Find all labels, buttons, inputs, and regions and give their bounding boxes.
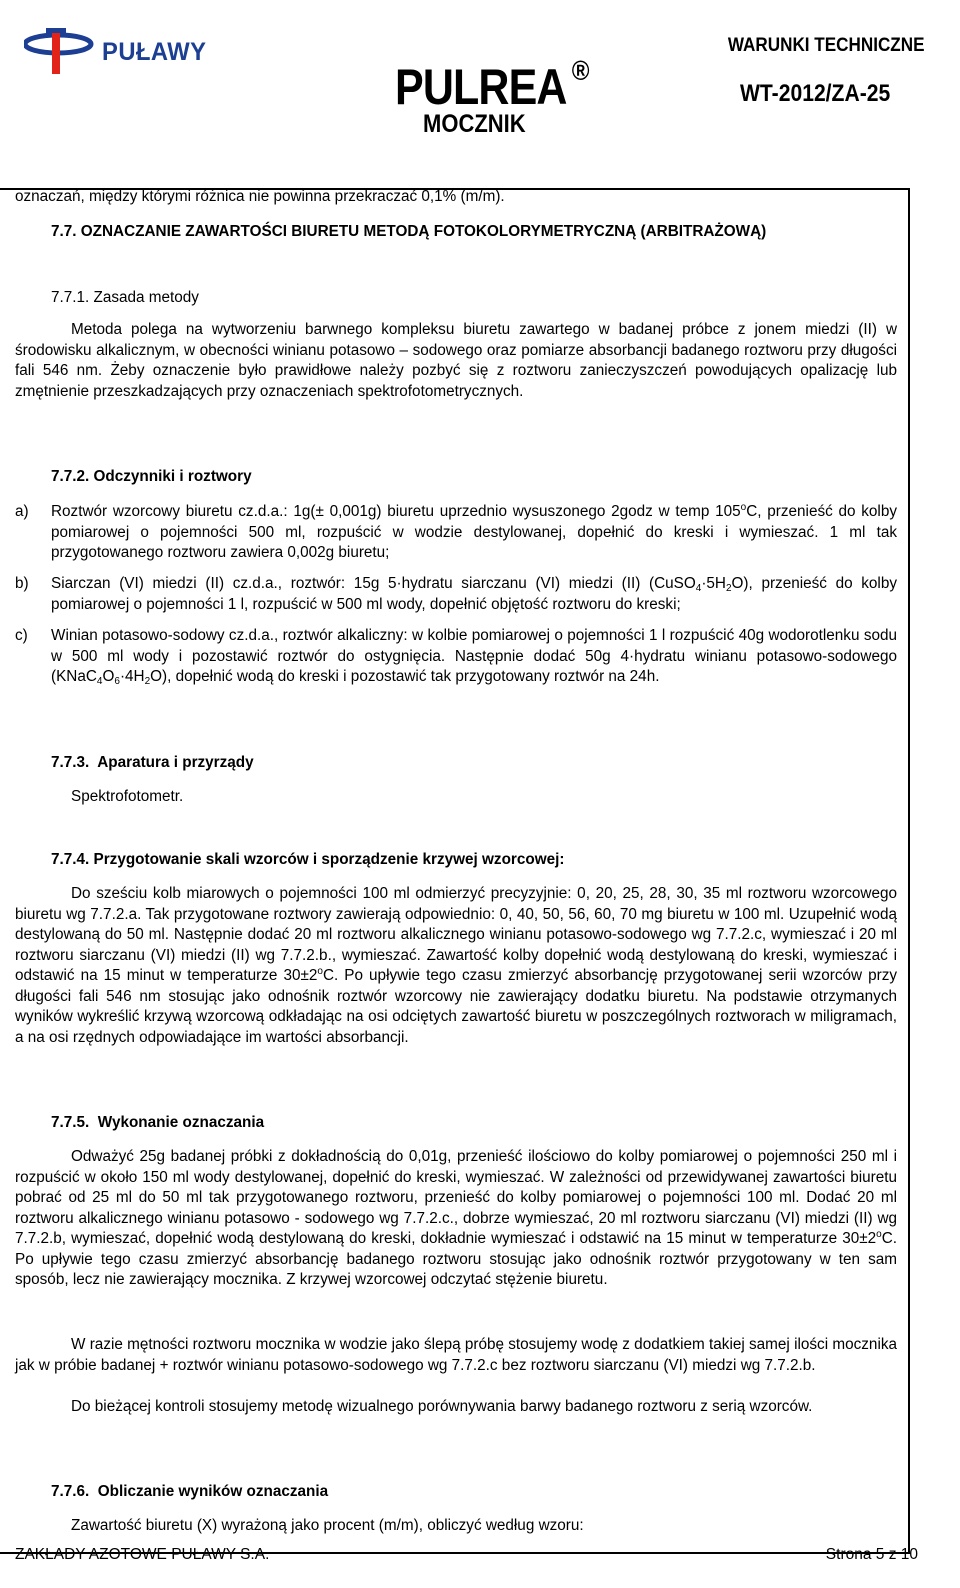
list-text-c-4: O), dopełnić wodą do kreski i pozostawić tak przygotowany roztwór na 24h.	[150, 668, 660, 685]
section-7-7-4-paragraph	[15, 884, 897, 1048]
list-text-b	[51, 574, 897, 615]
brand-name	[395, 55, 589, 116]
list-text-c-3: ·4H	[119, 668, 145, 685]
product-name: MOCZNIK	[423, 110, 526, 138]
logo-text: PUŁAWY	[102, 38, 207, 66]
section-7-7-5-paragraph-3: Do bieżącej kontroli stosujemy metodę wizualnego porównywania barwy badanego roztworu z serią wzorców.	[71, 1398, 813, 1415]
page-header	[0, 0, 960, 180]
degree-sup: o	[876, 1229, 882, 1240]
section-7-7-6-title	[51, 1482, 328, 1503]
section-7-7-1-label: 7.7.1. Zasada metody	[51, 289, 199, 306]
subscript: 4	[96, 676, 103, 687]
list-text-b-1: Siarczan (VI) miedzi (II) cz.d.a., roztwór: 15g 5·hydratu siarczanu (VI) miedzi (II) (CuSO	[51, 575, 696, 592]
document-type: WARUNKI TECHNICZNE	[727, 35, 924, 56]
section-7-7-4-title	[51, 850, 564, 871]
section-7-7-4-text-a: Do sześciu kolb miarowych o pojemności 100 ml odmierzyć precyzyjnie: 0, 20, 25, 28, 30, 35 ml roztworu wzorcowego biuretu wg 7.7.2.a. Tak przygotowane roztwory zawierają odpowiednio: 0, 40, 50, 56, 60, 70 mg biuretu w 100 ml. Uzupełnić wodą destylowaną do 50 ml. Następnie dodać 20 ml roztworu alkalicznego winianu potasowo-sodowego wg 7.7.2.c, wymieszać i 20 ml roztworu siarczanu (VI) miedzi (II) wg 7.7.2.b., wymieszać. Zawartość kolby dopełnić wodą destylowaną do kreski, wymieszać i odstawić na 15 minut w temperaturze 30±2	[15, 885, 897, 984]
section-7-7-5-text-a: Odważyć 25g badanej próbki z dokładnością do 0,01g, przenieść ilościowo do kolby pomiarowej o pojemności 250 ml i rozpuścić w około 150 ml wody destylowanej, dopełnić do kreski, wymieszać. W zależności od przewidywanej zawartości biuretu pobrać od 25 ml do 50 ml tak przygotowanego roztworu, przenieść do kolby pomiarowej o pojemności 100 ml. Dodać 20 ml roztworu alkalicznego winianu potasowo - sodowego wg 7.7.2.c., dobrze wymieszać, 20 ml roztworu siarczanu (VI) miedzi (II) wg 7.7.2.b, wymieszać, dopełnić wodą destylowaną do kreski, dokładnie wymieszać i odstawić na 15 minut w temperaturze 30±2	[15, 1148, 897, 1247]
section-7-7-3-text: Spektrofotometr.	[71, 788, 184, 805]
section-7-7-6-number: 7.7.6.	[51, 1483, 90, 1500]
section-7-7-1-title	[51, 288, 199, 309]
pulawy-logo-icon	[24, 26, 94, 78]
section-7-7-5-paragraph-1	[15, 1147, 897, 1291]
list-text-b-3: O), przenieść do kolby pomiarowej o pojemności 1 l, rozpuścić w 500 ml wody, dopełnić objętość roztworu do kreski;	[51, 575, 897, 613]
list-letter-a: a)	[15, 503, 29, 520]
subscript: 2	[144, 676, 151, 687]
section-7-7-3-number: 7.7.3.	[51, 754, 90, 771]
list-letter-c: c)	[15, 627, 28, 644]
list-text-c	[51, 626, 897, 688]
document-code: WT-2012/ZA-25	[740, 80, 891, 107]
section-7-7-5-label: Wykonanie oznaczania	[97, 1114, 265, 1131]
subscript: 2	[725, 583, 732, 594]
list-text-c-2: O	[102, 668, 115, 685]
intro-text: oznaczań, między którymi różnica nie powinna przekraczać 0,1% (m/m).	[15, 188, 505, 205]
section-7-7-4-label: Przygotowanie skali wzorców i sporządzenie krzywej wzorcowej:	[93, 851, 565, 868]
registered-mark: ®	[571, 55, 589, 87]
degree-sup: o	[317, 966, 323, 977]
list-text-c-1: Winian potasowo-sodowy cz.d.a., roztwór alkaliczny: w kolbie pomiarowej o pojemności 1 l rozpuścić 40g wodorotlenku sodu w 500 ml wody i pozostawić roztwór do ostygnięcia. Następnie dodać 50g 4·hydratu winianu potasowo-sodowego (KNaC	[51, 627, 897, 685]
section-7-7-5-paragraph-2: W razie mętności roztworu mocznika w wodzie jako ślepą próbę stosujemy wodę z dodatkiem takiej samej ilości mocznika jak w próbie badanej + roztwór winianu potasowo-sodowego wg 7.7.2.c bez roztworu siarczanu (VI) miedzi wg 7.7.2.b.	[15, 1336, 897, 1374]
degree-sup: o	[740, 502, 747, 513]
footer-page-number: Strona 5 z 10	[825, 1546, 918, 1563]
brand-text: PULREA	[395, 59, 567, 115]
section-7-7-5-number: 7.7.5.	[51, 1114, 90, 1131]
section-7-7-6-text: Zawartość biuretu (X) wyrażoną jako procent (m/m), obliczyć według wzoru:	[71, 1517, 584, 1534]
list-letter-b: b)	[15, 575, 29, 592]
section-7-7-3-label: Aparatura i przyrządy	[97, 754, 254, 771]
subscript: 4	[695, 583, 702, 594]
section-7-7-5-title	[51, 1113, 264, 1134]
list-text-a-1: Roztwór wzorcowy biuretu cz.d.a.: 1g(± 0,001g) biuretu uprzednio wysuszonego 2godz w temp 105	[51, 503, 741, 520]
list-text-b-2: ·5H	[701, 575, 726, 592]
subscript: 6	[114, 676, 120, 687]
list-text-a-2: C, przenieść do kolby pomiarowej o pojemności 500 ml, rozpuścić w wodzie destylowanej, dopełnić do kreski i wymieszać. 1 ml tak przygotowanego roztworu zawiera 0,002g biuretu;	[51, 503, 897, 561]
section-7-7-title: 7.7. OZNACZANIE ZAWARTOŚCI BIURETU METODĄ FOTOKOLORYMETRYCZNĄ (ARBITRAŻOWĄ)	[51, 223, 767, 240]
section-7-7-4-number: 7.7.4.	[51, 851, 90, 868]
section-7-7-5-text-b: C. Po upływie tego czasu zmierzyć absorbancję badanego roztworu stosując jako odnośnik roztwór przygotowany w ten sam sposób, lecz nie zawierający mocznika. Z krzywej wzorcowej odczytać stężenie biuretu.	[15, 1230, 897, 1288]
footer-company: ZAKŁADY AZOTOWE PUŁAWY S.A.	[15, 1546, 270, 1563]
list-text-a	[51, 502, 897, 564]
section-7-7-2-title: 7.7.2. Odczynniki i roztwory	[51, 468, 252, 485]
section-7-7-6-label: Obliczanie wyników oznaczania	[97, 1483, 329, 1500]
section-7-7-3-title	[51, 753, 254, 774]
section-7-7-1-paragraph: Metoda polega na wytworzeniu barwnego kompleksu biuretu zawartego w badanej próbce z jonem miedzi (II) w środowisku alkalicznym, w obecności winianu potasowo – sodowego oraz pomiarze absorbancji badanego roztworu przy długości fali 546 nm. Żeby oznaczenie było prawidłowe należy pozbyć się z roztworu zanieczyszczeń powodujących opalizację lub zmętnienie przeszkadzających przy oznaczeniach spektrofotometrycznych.	[15, 321, 897, 400]
section-7-7-4-text-b: C. Po upływie tego czasu zmierzyć absorbancję przygotowanej serii wzorców przy długości fali 546 nm stosując jako odnośnik roztwór wzorcowy nie zawierający dodatku biuretu. Na podstawie otrzymanych wyników wykreślić krzywą wzorcową odkładając na osi odciętych zawartość biuretu w poszczególnych roztworach w miligramach, a na osi rzędnych odpowiadające im wartości absorbancji.	[15, 967, 897, 1046]
company-logo	[24, 26, 207, 78]
